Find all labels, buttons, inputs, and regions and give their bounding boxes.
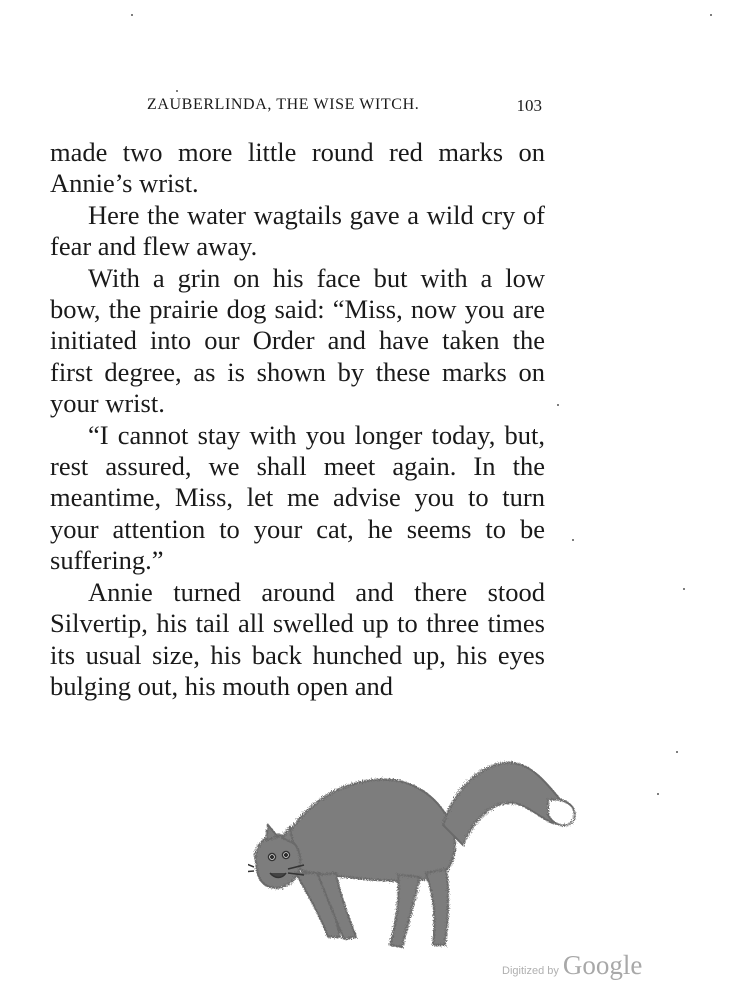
paper-speck — [176, 90, 178, 92]
paper-speck — [683, 588, 685, 590]
cat-silhouette — [255, 763, 574, 947]
paragraph: Annie turned around and there stood Silvertip, his tail all swelled up to three times its usual size, his back hunched up, his eyes bulging out, his mouth open and — [50, 576, 545, 701]
frightened-cat-illustration — [248, 745, 588, 960]
running-title: ZAUBERLINDA, THE WISE WITCH. — [147, 96, 420, 113]
page-number: 103 — [516, 96, 542, 115]
paper-speck — [572, 539, 574, 541]
paper-speck — [710, 14, 712, 16]
paper-speck — [557, 404, 559, 406]
watermark-brand: Google — [562, 950, 643, 980]
paragraph: With a grin on his face but with a low bow, the prairie dog said: “Miss, now you are initiated into our Order and have taken the first degree, as is shown by these marks on your wrist. — [50, 262, 545, 419]
paragraph: “I cannot stay with you longer today, but, rest assured, we shall meet again. In the meantime, Miss, let me advise you to turn your attention to your cat, he seems to be suffering.” — [50, 419, 545, 576]
running-header — [147, 96, 542, 118]
body-text — [50, 137, 545, 702]
watermark-prefix: Digitized by — [502, 965, 559, 977]
digitized-watermark — [502, 950, 642, 980]
paragraph: Here the water wagtails gave a wild cry of fear and flew away. — [50, 199, 545, 262]
paper-speck — [657, 793, 659, 795]
paper-speck — [676, 751, 678, 753]
paper-speck — [131, 14, 133, 16]
paragraph: made two more little round red marks on Annie’s wrist. — [50, 137, 545, 199]
